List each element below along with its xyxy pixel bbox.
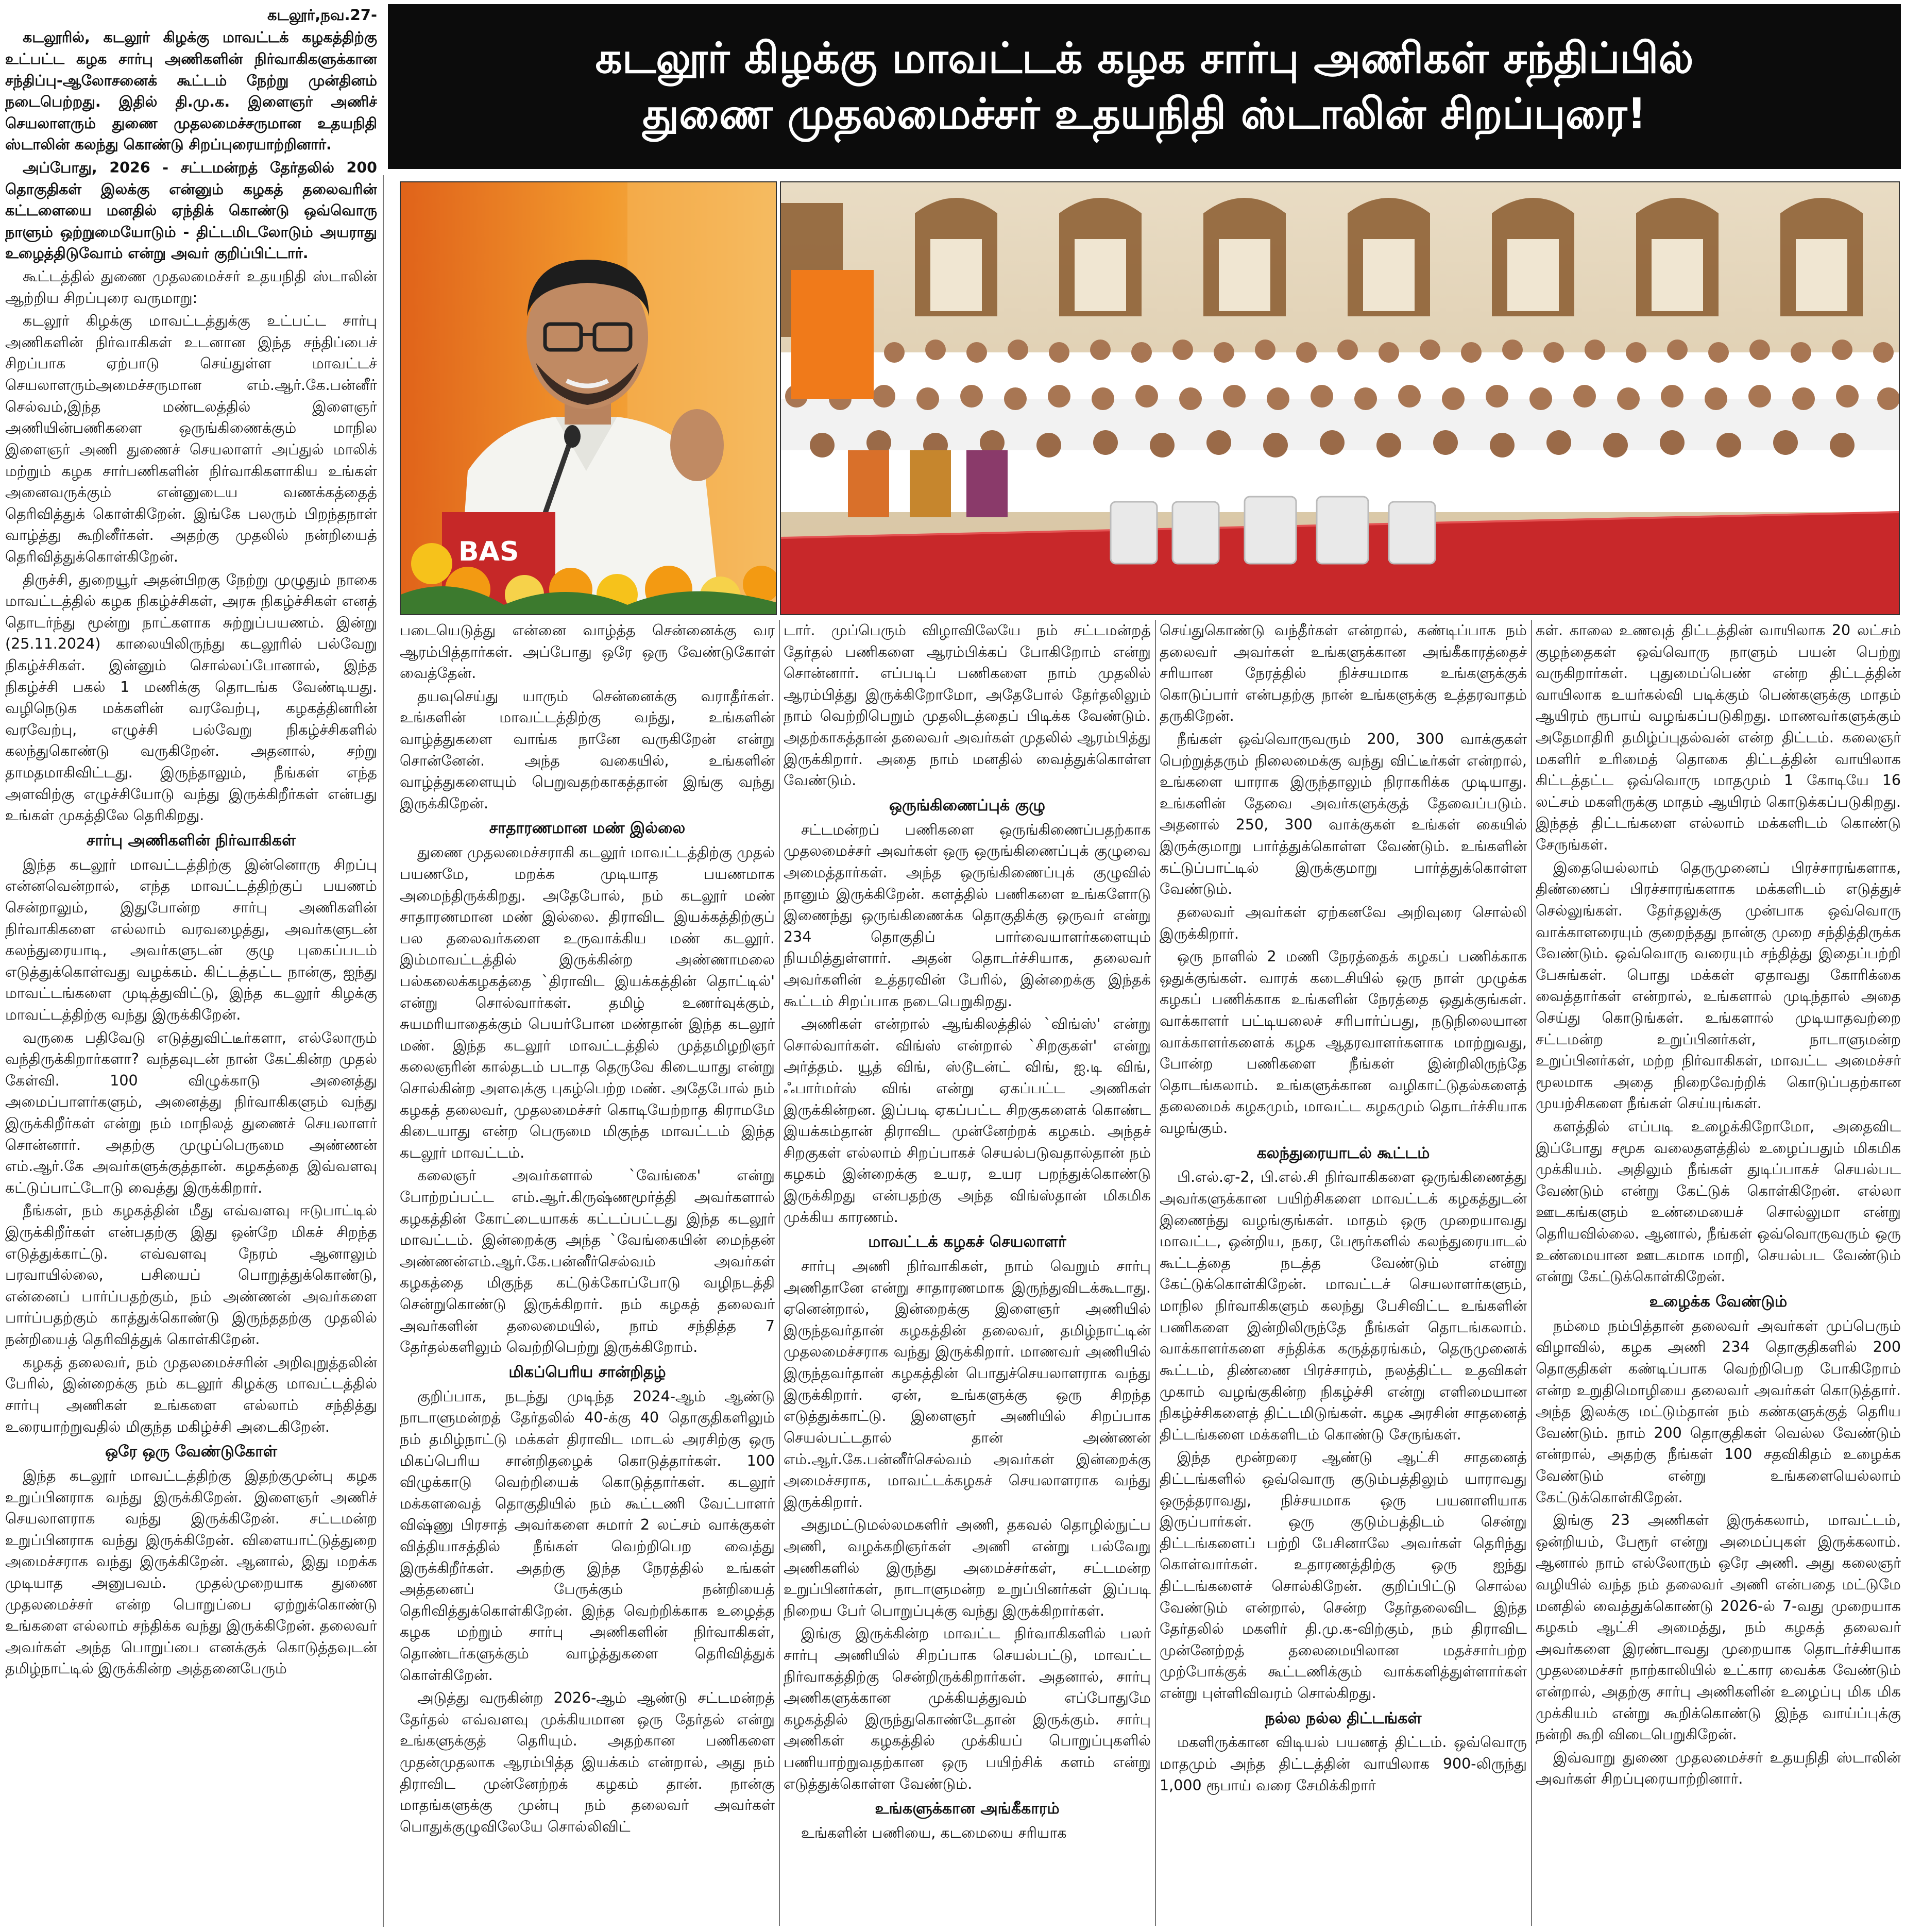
paragraph: அடுத்து வருகின்ற 2026-ஆம் ஆண்டு சட்டமன்றத் தேர்தல் எவ்வளவு முக்கியமான ஒரு தேர்தல் என்று உங்களுக்குத் தெரியும். அதற்கான பணிகளை முதன்முதலாக ஆரம்பித்த இயக்கம் என்றால், அது நம் திராவிட முன்னேற்றக் கழகம் தான். நான்கு மாதங்களுக்கு முன்பு நம் தலைவர் அவர்கள் பொதுக்குழுவிலேயே சொல்லிவிட் <box>400 1689 775 1835</box>
paragraph: கழகத் தலைவர், நம் முதலமைச்சரின் அறிவுறுத்தலின் பேரில், இன்றைக்கு நம் கடலூர் கிழக்கு மாவட்டத்தில் சார்பு அணிகள் உங்களை எல்லாம் சந்தித்து உரையாற்றுவதில் மிகுந்த மகிழ்ச்சி அடைகிறேன். <box>5 1353 377 1435</box>
speaker-photo-illustration <box>401 182 776 614</box>
paragraph: உங்களின் பணியை, கடமையை சரியாக <box>801 1824 1067 1842</box>
subheading: மாவட்டக் கழகச் செயலாளர் <box>868 1233 1066 1251</box>
group-photo <box>780 181 1900 615</box>
subheading: ஒருங்கிணைப்புக் குழு <box>889 796 1046 815</box>
paragraph: தயவுசெய்து யாரும் சென்னைக்கு வராதீர்கள். உங்களின் மாவட்டத்திற்கு வந்து, உங்களின் வாழ்த்துகளை வாங்க நானே வருகிறேன் என்று சொன்னேன். அந்த வகையில், உங்களின் வாழ்த்துகளையும் பெறுவதற்காகத்தான் இங்கு வந்து இருக்கிறேன். <box>400 687 775 812</box>
paragraph: செய்துகொண்டு வந்தீர்கள் என்றால், கண்டிப்பாக நம் தலைவர் அவர்கள் உங்களுக்கான அங்கீகாரத்தைச் சரியான நேரத்தில் நிச்சயமாக உங்களுக்குக் கொடுப்பார் என்பதற்கு நான் உங்களுக்கு உத்தரவாதம் தருகிறேன். <box>1160 622 1527 725</box>
headline-banner <box>388 4 1901 169</box>
column-rule <box>1155 620 1156 1926</box>
paragraph: வருகை பதிவேடு எடுத்துவிட்டீர்களா, எல்லோரும் வந்திருக்கிறார்களா? வந்தவுடன் நான் கேட்கின்ற முதல் கேள்வி. 100 விழுக்காடு அனைத்து அமைப்பாளர்களும், அனைத்து நிர்வாகிகளும் வந்து இருக்கிறீர்கள் என்று நம் மாநிலத் துணைச் செயலாளர் சொன்னார். அதற்கு முழுப்பெருமை அண்ணன் எம்.ஆர்.கே அவர்களுக்குத்தான். கழகத்தை இவ்வளவு கட்டுப்பாட்டோடு வைத்து இருக்கிறார். <box>5 1029 377 1196</box>
paragraph: சட்டமன்றப் பணிகளை ஒருங்கிணைப்பதற்காக முதலமைச்சர் அவர்கள் ஒரு ஒருங்கிணைப்புக் குழுவை அமைத்தார்கள். அந்த ஒருங்கிணைப்புக் குழுவில் நானும் இருக்கிறேன். களத்தில் பணிகளை உங்களோடு இணைந்து ஒருங்கிணைக்க தொகுதிக்கு ஒருவர் என்று 234 தொகுதிப் பார்வையாளர்களையும் நியமித்துள்ளார். அதன் தொடர்ச்சியாக, தலைவர் அவர்களின் உத்தரவின் பேரில், இன்றைக்கு இந்தக் கூட்டம் சிறப்பாக நடைபெறுகிறது. <box>784 821 1151 1010</box>
paragraph: சார்பு அணி நிர்வாகிகள், நாம் வெறும் சார்பு அணிதானே என்று சாதாரணமாக இருந்துவிடக்கூடாது. ஏனென்றால், இன்றைக்கு இளைஞர் அணியில் இருந்தவர்தான் கழகத்தின் தலைவர், தமிழ்நாட்டின் முதலமைச்சராக வந்து இருக்கிறார். மாணவர் அணியில் இருந்தவர்தான் கழகத்தின் பொதுச்செயலாளராக வந்து இருக்கிறார். ஏன், உங்களுக்கு ஒரு சிறந்த எடுத்துக்காட்டு. இளைஞர் அணியில் சிறப்பாக செயல்பட்டதால் தான் அண்ணன் எம்.ஆர்.கே.பன்னீர்செல்வம் அவர்கள் இன்றைக்கு அமைச்சராக, மாவட்டக்கழகச் செயலாளராக வந்து இருக்கிறார். <box>784 1258 1151 1511</box>
column-4 <box>1160 620 1527 1928</box>
paragraph: இந்த கடலூர் மாவட்டத்திற்கு இன்னொரு சிறப்பு என்னவென்றால், எந்த மாவட்டத்திற்குப் பயணம் சென்றாலும், இதுபோன்ற சார்பு அணிகளின் நிர்வாகிகளை எல்லாம் வரவழைத்து, அவர்களுடன் கலந்துரையாடி, அவர்களுடன் குழு புகைப்படம் எடுத்துக்கொள்வது வழக்கம். கிட்டத்தட்ட நான்கு, ஐந்து மாவட்டங்களை முடித்துவிட்டு, இந்த கடலூர் கிழக்கு மாவட்டத்திற்கு வந்து இருக்கிறேன். <box>5 856 377 1023</box>
paragraph: டார். முப்பெரும் விழாவிலேயே நம் சட்டமன்றத் தேர்தல் பணிகளை ஆரம்பிக்கப் போகிறோம் என்று சொன்னார். எப்படிப் பணிகளை நாம் முதலில் ஆரம்பித்து இருக்கிறோமோ, அதேபோல் தேர்தலிலும் நாம் வெற்றிபெறும் முதலிடத்தைப் பிடிக்க வேண்டும். அதற்காகத்தான் தலைவர் அவர்கள் முதலில் ஆரம்பித்து இருக்கிறார். அதை நாம் மனதில் வைத்துக்கொள்ள வேண்டும். <box>784 622 1151 789</box>
paragraph: அதுமட்டுமல்லமகளிர் அணி, தகவல் தொழில்நுட்ப அணி, வழக்கறிஞர்கள் அணி என்று பல்வேறு அணிகளில் இருந்து அமைச்சர்கள், சட்டமன்ற உறுப்பினர்கள், நாடாளுமன்ற உறுப்பினர்கள் இப்படி நிறைய பேர் பொறுப்புக்கு வந்து இருக்கிறார்கள். <box>784 1516 1151 1619</box>
column-5 <box>1536 620 1901 1928</box>
paragraph: கள். காலை உணவுத் திட்டத்தின் வாயிலாக 20 லட்சம் குழந்தைகள் ஒவ்வொரு நாளும் பயன் பெற்று வருகிறார்கள். புதுமைப்பெண் என்ற திட்டத்தின் வாயிலாக உயர்கல்வி படிக்கும் பெண்களுக்கு மாதம் ஆயிரம் ரூபாய் வழங்கப்படுகிறது. மாணவர்களுக்கும் அதேமாதிரி தமிழ்ப்புதல்வன் என்ற திட்டம். கலைஞர் மகளிர் உரிமைத் தொகை திட்டத்தின் வாயிலாக கிட்டத்தட்ட ஒவ்வொரு மாதமும் 1 கோடியே 16 லட்சம் மகளிருக்கு மாதம் ஆயிரம் கொடுக்கப்படுகிறது. இந்தத் திட்டங்களை எல்லாம் மக்களிடம் கொண்டு சேருங்கள். <box>1536 622 1901 854</box>
paragraph: இந்த கடலூர் மாவட்டத்திற்கு இதற்குமுன்பு கழக உறுப்பினராக வந்து இருக்கிறேன். இளைஞர் அணிச் செயலாளராக வந்து இருக்கிறேன். சட்டமன்ற உறுப்பினராக வந்து இருக்கிறேன். விளையாட்டுத்துறை அமைச்சராக வந்து இருக்கிறேன். ஆனால், இது மறக்க முடியாத அனுபவம். முதல்முறையாக துணை முதலமைச்சர் என்ற பொறுப்பை ஏற்றுக்கொண்டு உங்களை எல்லாம் சந்திக்க வந்து இருக்கிறேன். தலைவர் அவர்கள் அந்த பொறுப்பை எனக்குக் கொடுத்தவுடன் தமிழ்நாட்டில் இருக்கின்ற அத்தனைபேரும் <box>5 1467 377 1677</box>
headline-line-2: துணை முதலமைச்சர் உதயநிதி ஸ்டாலின் சிறப்புரை! <box>642 90 1646 139</box>
column-rule <box>1531 620 1532 1926</box>
subheading: மிகப்பெரிய சான்றிதழ் <box>508 1363 666 1381</box>
speaker-photo <box>400 181 777 615</box>
subheading: கலந்துரையாடல் கூட்டம் <box>1256 1144 1430 1162</box>
paragraph: கடலூர் கிழக்கு மாவட்டத்துக்கு உட்பட்ட சார்பு அணிகளின் நிர்வாகிகள் உடனான இந்த சந்திப்பைச் சிறப்பாக ஏற்பாடு செய்துள்ள மாவட்டச் செயலாளரும்அமைச்சருமான எம்.ஆர்.கே.பன்னீர் செல்வம்,இந்த மண்டலத்தில் இளைஞர் அணியின்பணிகளை ஒருங்கிணைக்கும் மாநில இளைஞர் அணி துணைச் செயலாளர் அப்துல் மாலிக் மற்றும் கழக சார்பணிகளின் நிர்வாகிகளாகிய உங்கள் அனைவருக்கும் என்னுடைய வணக்கத்தைத் தெரிவித்துக் கொள்கிறேன். இங்கே பலரும் பிறந்தநாள் வாழ்த்து கூறினீர்கள். அதற்கு முதலில் நன்றியைத் தெரிவித்துக்கொள்கிறேன். <box>5 312 377 565</box>
paragraph: நீங்கள் ஒவ்வொருவரும் 200, 300 வாக்குகள் பெற்றுத்தரும் நிலைமைக்கு வந்து விட்டீர்கள் என்றால், உங்களை யாராக இருந்தாலும் நிராகரிக்க முடியாது. உங்களின் தேவை அவர்களுக்குத் தேவைப்படும். அதனால் 250, 300 வாக்குகள் உங்கள் கையில் இருக்குமாறு பார்த்துக்கொள்ள வேண்டும். உங்களின் கட்டுப்பாட்டில் இருக்குமாறு பார்த்துக்கொள்ள வேண்டும். <box>1160 731 1527 898</box>
lead-paragraph: கடலூரில், கடலூர் கிழக்கு மாவட்டக் கழகத்திற்கு உட்பட்ட கழக சார்பு அணிகளின் நிர்வாகிகளுக்கான சந்திப்பு-ஆலோசனைக் கூட்டம் நேற்று முன்தினம் நடைபெற்றது. இதில் தி.மு.க. இளைஞர் அணிச் செயலாளரும் துணை முதலமைச்சருமான உதயநிதி ஸ்டாலின் கலந்து கொண்டு சிறப்புரையாற்றினார். <box>5 29 377 154</box>
subheading: உங்களுக்கான அங்கீகாரம் <box>875 1800 1060 1818</box>
subheading: உழைக்க வேண்டும் <box>1649 1292 1788 1311</box>
paragraph: இங்கு இருக்கின்ற மாவட்ட நிர்வாகிகளில் பலர் சார்பு அணியில் சிறப்பாக செயல்பட்டு, மாவட்ட நிர்வாகத்திற்கு சென்றிருக்கிறார்கள். அதனால், சார்பு அணிகளுக்கான முக்கியத்துவம் எப்போதுமே கழகத்தில் இருந்துகொண்டேதான் இருக்கும். சார்பு அணிகள் கழகத்தில் முக்கியப் பொறுப்புகளில் பணியாற்றுவதற்கான ஒரு பயிற்சிக் களம் என்று எடுத்துக்கொள்ள வேண்டும். <box>784 1625 1151 1792</box>
headline-line-1: கடலூர் கிழக்கு மாவட்டக் கழக சார்பு அணிகள் சந்திப்பில் <box>595 33 1694 83</box>
podium-label: BAS <box>458 536 519 567</box>
dateline: கடலூர்,நவ.27- <box>267 6 377 24</box>
subheading: ஒரே ஒரு வேண்டுகோள் <box>105 1443 277 1461</box>
paragraph: குறிப்பாக, நடந்து முடிந்த 2024-ஆம் ஆண்டு நாடாளுமன்றத் தேர்தலில் 40-க்கு 40 தொகுதிகளிலும் நம் தமிழ்நாட்டு மக்கள் திராவிட மாடல் அரசிற்கு ஒரு மிகப்பெரிய சான்றிதழைக் கொடுத்தார்கள். 100 விழுக்காடு வெற்றியைக் கொடுத்தார்கள். கடலூர் மக்களவைத் தொகுதியில் நம் கூட்டணி வேட்பாளர் விஷ்ணு பிரசாத் அவர்களை சுமார் 2 லட்சம் வாக்குகள் வித்தியாசத்தில் நீங்கள் வெற்றிபெற வைத்து இருக்கிறீர்கள். அதற்கு இந்த நேரத்தில் உங்கள் அத்தனைப் பேருக்கும் நன்றியைத் தெரிவித்துக்கொள்கிறேன். இந்த வெற்றிக்காக உழைத்த கழக மற்றும் சார்பு அணிகளின் நிர்வாகிகள், தொண்டர்களுக்கும் வாழ்த்துகளை தெரிவித்துக் கொள்கிறேன். <box>400 1387 775 1684</box>
paragraph: இந்த மூன்றரை ஆண்டு ஆட்சி சாதனைத் திட்டங்களில் ஒவ்வொரு குடும்பத்திலும் யாராவது ஒருத்தராவது, நிச்சயமாக ஒரு பயனாளியாக இருப்பார்கள். ஒரு குடும்பத்திடம் சென்று திட்டங்களைப் பற்றி பேசினாலே அவர்கள் தெரிந்து கொள்வார்கள். உதாரணத்திற்கு ஒரு ஐந்து திட்டங்களைச் சொல்கிறேன். குறிப்பிட்டு சொல்ல வேண்டும் என்றால், சென்ற தேர்தலைவிட இந்த தேர்தலில் மகளிர் தி.மு.க-விற்கும், நம் திராவிட முன்னேற்றத் தலைமையிலான மதச்சார்பற்ற முற்போக்குக் கூட்டணிக்கும் வாக்களித்துள்ளார்கள் என்று புள்ளிவிவரம் சொல்கிறது. <box>1160 1449 1527 1702</box>
lead-paragraph: அப்போது, 2026 - சட்டமன்றத் தேர்தலில் 200 தொகுதிகள் இலக்கு என்னும் கழகத் தலைவரின் கட்டளையை மனதில் ஏந்திக் கொண்டு ஒவ்வொரு நாளும் ஒற்றுமையோடும் - திட்டமிடலோடும் அயராது உழைத்திடுவோம் என்று அவர் குறிப்பிட்டார். <box>5 159 377 262</box>
subheading: சார்பு அணிகளின் நிர்வாகிகள் <box>86 831 296 850</box>
column-1 <box>5 4 377 1928</box>
column-rule <box>383 175 384 1927</box>
paragraph: திருச்சி, துறையூர் அதன்பிறகு நேற்று முழுதும் நாகை மாவட்டத்தில் கழக நிகழ்ச்சிகள், அரசு நிகழ்ச்சிகள் எனத் தொடர்ந்து மூன்று நாட்களாக சுற்றுப்பயணம். இன்று (25.11.2024) காலையிலிருந்து கடலூரில் பல்வேறு நிகழ்ச்சிகள். இன்னும் சொல்லப்போனால், இந்த நிகழ்ச்சி பகல் 1 மணிக்கு தொடங்க வேண்டியது. வழிநெடுக மக்களின் வரவேற்பு, கழகத்தினரின் வரவேற்பு, எழுச்சி பல்வேறு நிகழ்ச்சிகளில் கலந்துகொண்டு வருகிறேன். அதனால், சற்று தாமதமாகிவிட்டது. இருந்தாலும், நீங்கள் எந்த அளவிற்கு எழுச்சியோடு வந்து இருக்கிறீர்கள் என்பது உங்கள் முகத்திலே தெரிகிறது. <box>5 571 377 824</box>
paragraph: களத்தில் எப்படி உழைக்கிறோமோ, அதைவிட இப்போது சமூக வலைதளத்தில் உழைப்பதும் மிகமிக முக்கியம். அதிலும் நீங்கள் துடிப்பாகச் செயல்பட வேண்டும் என்று கேட்டுக் கொள்கிறேன். எல்லா ஊடகங்களும் உண்மையைச் சொல்லுமா என்று தெரியவில்லை. ஆனால், நீங்கள் ஒவ்வொருவரும் ஒரு உண்மையான ஊடகமாக மாறி, செயல்பட வேண்டும் என்று கேட்டுக்கொள்கிறேன். <box>1536 1118 1901 1285</box>
paragraph: ஒரு நாளில் 2 மணி நேரத்தைக் கழகப் பணிக்காக ஒதுக்குங்கள். வாரக் கடைசியில் ஒரு நாள் முழுக்க கழகப் பணிக்காக உங்களின் நேரத்தை ஒதுக்குங்கள். வாக்காளர் பட்டியலைச் சரிபார்ப்பது, நடுநிலையான வாக்காளர்களைக் கழக ஆதரவாளர்களாக மாற்றுவது, போன்ற பணிகளை நீங்கள் இன்றிலிருந்தே தொடங்கலாம். உங்களுக்கான வழிகாட்டுதல்களைத் தலைமைக் கழகமும், மாவட்ட கழகமும் தொடர்ச்சியாக வழங்கும். <box>1160 948 1527 1137</box>
column-3 <box>784 620 1151 1928</box>
paragraph: தலைவர் அவர்கள் ஏற்கனவே அறிவுரை சொல்லி இருக்கிறார். <box>1160 903 1527 942</box>
paragraph: அணிகள் என்றால் ஆங்கிலத்தில் `விங்ஸ்' என்று சொல்வார்கள். விங்ஸ் என்றால் `சிறகுகள்' என்று அர்த்தம். யூத் விங், ஸ்டூடன்ட் விங், ஐ.டி விங், ஃபார்மர்ஸ் விங் என்று ஏகப்பட்ட அணிகள் இருக்கின்றன. இப்படி ஏகப்பட்ட சிறகுகளைக் கொண்ட இயக்கம்தான் திராவிட முன்னேற்றக் கழகம். அந்தச் சிறகுகள் எல்லாம் சிறப்பாகச் செயல்படுவதால்தான் நம் கழகம் இன்றைக்கு உயர, உயர பறந்துக்கொண்டு இருக்கிறது என்பதற்கு அந்த விங்ஸ்தான் மிகமிக முக்கிய காரணம். <box>784 1015 1151 1226</box>
paragraph: பி.எல்.ஏ-2, பி.எல்.சி நிர்வாகிகளை ஒருங்கிணைத்து அவர்களுக்கான பயிற்சிகளை மாவட்டக் கழகத்துடன் இணைந்து வழங்குங்கள். மாதம் ஒரு முறையாவது மாவட்ட, ஒன்றிய, நகர, பேரூர்களில் கலந்துரையாடல் கூட்டத்தை நடத்த வேண்டும் என்று கேட்டுக்கொள்கிறேன். மாவட்டச் செயலாளர்களும், மாநில நிர்வாகிகளும் கலந்து பேசிவிட்ட உங்களின் பணிகளை இன்றிலிருந்தே நீங்கள் தொடங்கலாம். வாக்காளர்களை சந்திக்க கருத்தரங்கம், தெருமுனைக் கூட்டம், திண்ணை பிரச்சாரம், நலத்திட்ட உதவிகள் முகாம் வழங்குகின்ற நிகழ்ச்சி என்று எளிமையான நிகழ்ச்சிகளைத் திட்டமிடுங்கள். கழக அரசின் சாதனைத் திட்டங்களை மக்களிடம் கொண்டு சேருங்கள். <box>1160 1168 1527 1443</box>
column-rule <box>779 620 780 1926</box>
column-2 <box>400 620 775 1928</box>
paragraph: கலைஞர் அவர்களால் `வேங்கை' என்று போற்றப்பட்ட எம்.ஆர்.கிருஷ்ணமூர்த்தி அவர்களால் கழகத்தின் கோட்டையாகக் கட்டப்பட்டது இந்த கடலூர் மாவட்டம். இன்றைக்கு அந்த `வேங்கையின் மைந்தன் அண்ணன்எம்.ஆர்.கே.பன்னீர்செல்வம் அவர்கள் கழகத்தை மிகுந்த கட்டுக்கோப்போடு வழிநடத்தி சென்றுகொண்டு இருக்கிறார். நம் கழகத் தலைவர் அவர்களின் தலைமையில், நாம் சந்தித்த 7 தேர்தல்களிலும் வெற்றிபெற்று இருக்கிறோம். <box>400 1167 775 1356</box>
paragraph: நீங்கள், நம் கழகத்தின் மீது எவ்வளவு ஈடுபாட்டில் இருக்கிறீர்கள் என்பதற்கு இது ஒன்றே மிகச் சிறந்த எடுத்துக்காட்டு. எவ்வளவு நேரம் ஆனாலும் பரவாயில்லை, பசியைப் பொறுத்துக்கொண்டு, என்னைப் பார்ப்பதற்கும், நம் அண்ணன் அவர்களை பார்ப்பதற்கும் காத்துக்கொண்டு இருந்ததற்கு முதலில் நன்றியைத் தெரிவித்துக் கொள்கிறேன். <box>5 1202 377 1348</box>
paragraph: இவ்வாறு துணை முதலமைச்சர் உதயநிதி ஸ்டாலின் அவர்கள் சிறப்புரையாற்றினார். <box>1536 1749 1901 1788</box>
paragraph: நம்மை நம்பித்தான் தலைவர் அவர்கள் முப்பெரும் விழாவில், கழக அணி 234 தொகுதிகளில் 200 தொகுதிகள் கண்டிப்பாக வெற்றிபெற போகிறோம் என்ற உறுதிமொழியை தலைவர் அவர்கள் கொடுத்தார். அந்த இலக்கு மட்டும்தான் நம் கண்களுக்குத் தெரிய வேண்டும். நாம் 200 தொகுதிகள் வெல்ல வேண்டும் என்றால், அதற்கு நீங்கள் 100 சதவிகிதம் உழைக்க வேண்டும் என்று உங்களையெல்லாம் கேட்டுக்கொள்கிறேன். <box>1536 1317 1901 1506</box>
paragraph: படையெடுத்து என்னை வாழ்த்த சென்னைக்கு வர ஆரம்பித்தார்கள். அப்போது ஒரே ஒரு வேண்டுகோள் வைத்தேன். <box>400 622 775 682</box>
subheading: சாதாரணமான மண் இல்லை <box>489 819 686 838</box>
paragraph: மகளிருக்கான விடியல் பயணத் திட்டம். ஒவ்வொரு மாதமும் அந்த திட்டத்தின் வாயிலாக 900-லிருந்து 1,000 ரூபாய் வரை சேமிக்கிறார் <box>1160 1734 1527 1794</box>
paragraph: இங்கு 23 அணிகள் இருக்கலாம், மாவட்டம், ஒன்றியம், பேரூர் என்று அமைப்புகள் இருக்கலாம். ஆனால் நாம் எல்லோரும் ஒரே அணி. அது கலைஞர் வழியில் வந்த நம் தலைவர் அணி என்பதை மட்டுமே மனதில் வைத்துக்கொண்டு 2026-ல் 7-வது முறையாக கழகம் ஆட்சி அமைத்து, நம் கழகத் தலைவர் அவர்களை இரண்டாவது முறையாக தொடர்ச்சியாக முதலமைச்சர் நாற்காலியில் உட்கார வைக்க வேண்டும் என்றால், அதற்கு சார்பு அணிகளின் உழைப்பு மிக மிக முக்கியம் என்று கூறிக்கொண்டு இந்த வாய்ப்புக்கு நன்றி கூறி விடைபெறுகிறேன். <box>1536 1512 1901 1743</box>
group-photo-illustration <box>781 182 1899 614</box>
paragraph: கூட்டத்தில் துணை முதலமைச்சர் உதயநிதி ஸ்டாலின் ஆற்றிய சிறப்புரை வருமாறு: <box>5 268 377 307</box>
paragraph: துணை முதலமைச்சராகி கடலூர் மாவட்டத்திற்கு முதல் பயணமே, மறக்க முடியாத பயணமாக அமைந்திருக்கிறது. அதேபோல், நம் கடலூர் மண் சாதாரணமான மண் இல்லை. திராவிட இயக்கத்திற்குப் பல தலைவர்களை உருவாக்கிய மண் கடலூர். இம்மாவட்டத்தில் இருக்கின்ற அண்ணாமலை பல்கலைக்கழகத்தை `திராவிட இயக்கத்தின் தொட்டில்' என்று சொல்வார்கள். தமிழ் உணர்வுக்கும், சுயமரியாதைக்கும் பெயர்போன மண்தான் இந்த கடலூர் மண். இந்த கடலூர் மாவட்டத்தில் முத்தமிழறிஞர் கலைஞரின் கால்தடம் படாத தெருவே கிடையாது என்று சொல்கின்ற அளவுக்கு புகழ்பெற்ற மண். அதேபோல் நம் கழகத் தலைவர், முதலமைச்சர் கொடியேற்றாத கிராமமே கிடையாது என்ற பெருமை மிகுந்த மாவட்டம் இந்த கடலூர் மாவட்டம். <box>400 844 775 1161</box>
subheading: நல்ல நல்ல திட்டங்கள் <box>1265 1709 1422 1727</box>
paragraph: இதையெல்லாம் தெருமுனைப் பிரச்சாரங்களாக, திண்ணைப் பிரச்சாரங்களாக மக்களிடம் எடுத்துச் செல்லுங்கள். தேர்தலுக்கு முன்பாக ஒவ்வொரு வாக்காளரையும் குறைந்தது நான்கு முறை சந்தித்திருக்க வேண்டும். ஒவ்வொரு வரையும் சந்தித்து இதைப்பற்றி பேசுங்கள். பொது மக்கள் ஏதாவது கோரிக்கை வைத்தார்கள் என்றால், உங்களால் முடிந்தால் அதை செய்து கொடுங்கள். உங்களால் முடியாதவற்றை சட்டமன்ற உறுப்பினர்கள், நாடாளுமன்ற உறுப்பினர்கள், மற்ற நிர்வாகிகள், மாவட்ட அமைச்சர் மூலமாக அதை நிறைவேற்றிக் கொடுப்பதற்கான முயற்சிகளை நீங்கள் செய்யுங்கள். <box>1536 859 1901 1112</box>
